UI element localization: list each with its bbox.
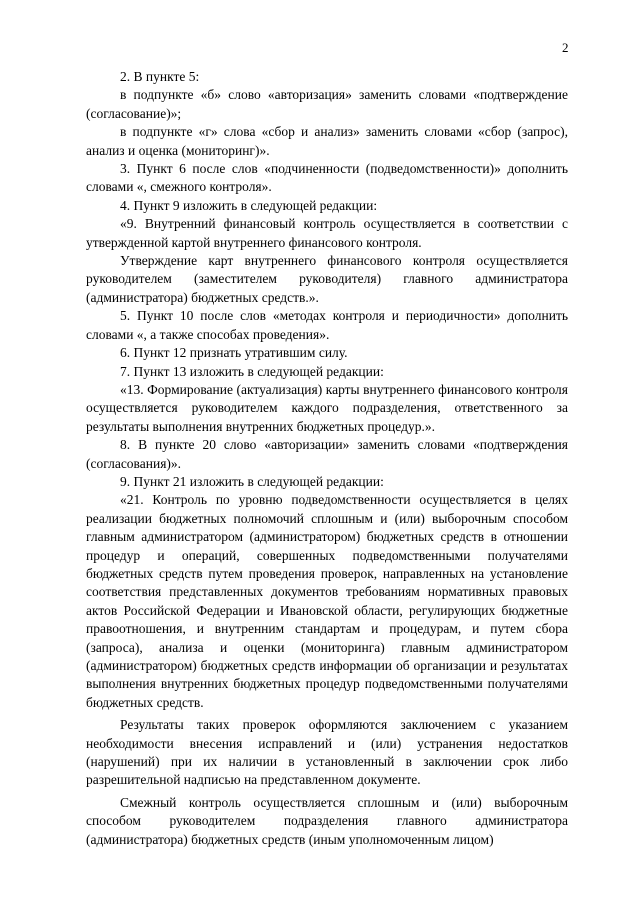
paragraph-item-5: 5. Пункт 10 после слов «методах контроля и периодичности» дополнить словами «, а также способах проведения».	[86, 308, 568, 342]
paragraph-item-7: 7. Пункт 13 изложить в следующей редакции:	[120, 363, 384, 379]
paragraph-quote-9-approval: Утверждение карт внутреннего финансового контроля осуществляется руководителем (заместителем руководителя) главного администратора (администратора) бюджетных средств.».	[86, 253, 568, 305]
paragraph-item-6: 6. Пункт 12 признать утратившим силу.	[120, 345, 348, 361]
paragraph-quote-13: «13. Формирование (актуализация) карты внутреннего финансового контроля осуществляется руководителем каждого подразделения, ответственного за результаты выполнения внутренних бюджетных процедур.».	[86, 381, 568, 434]
paragraph-quote-9: «9. Внутренний финансовый контроль осуществляется в соответствии с утвержденной картой внутреннего финансового контроля.	[86, 216, 568, 250]
paragraph-item-3: 3. Пункт 6 после слов «подчиненности (подведомственности)» дополнить словами «, смежного контроля».	[86, 161, 568, 195]
paragraph-item-4: 4. Пункт 9 изложить в следующей редакции:	[120, 197, 378, 213]
page-number: 2	[562, 40, 569, 55]
paragraph-item-5-heading: 2. В пункте 5:	[120, 69, 200, 84]
paragraph-adjacent-control: Смежный контроль осуществляется сплошным и (или) выборочным способом руководителем подразделения главного администратора (администратора) бюджетных средств (иным уполномоченным лицом)	[86, 794, 568, 847]
paragraph-item-9: 9. Пункт 21 изложить в следующей редакции:	[120, 473, 384, 489]
paragraph-check-results: Результаты таких проверок оформляются заключением с указанием необходимости внесения исправлений и (или) устранения недостатков (нарушений) при их наличии в установленный в заключении срок либо разрешительной надписью на представленном документе.	[86, 717, 568, 788]
paragraph-subitem-b: в подпункте «б» слово «авторизация» заменить словами «подтверждение (согласование)»;	[86, 87, 568, 121]
paragraph-subitem-g: в подпункте «г» слова «сбор и анализ» заменить словами «сбор (запрос), анализ и оценка (мониторинг)».	[86, 124, 568, 158]
paragraph-quote-21: «21. Контроль по уровню подведомственности осуществляется в целях реализации бюджетных полномочий сплошным и (или) выборочным способом главным администратором (администратором) бюджетных средств в отношении процедур и операций, совершенных подведомственными получателями бюджетных средств путем проведения проверок, направленных на установление соответствия представленных документов требованиям нормативных правовых актов Российской Федерации и Ивановской области, регулирующих бюджетные правоотношения, и внутренним стандартам и процедурам, и путем сбора (запроса), анализа и оценки (мониторинга) главным администратором (администратором) бюджетных средств информации об организации и результатах выполнения внутренних бюджетных процедур подведомственными получателями бюджетных средств.	[86, 492, 568, 710]
document-body	[86, 68, 568, 849]
paragraph-item-8: 8. В пункте 20 слово «авторизации» заменить словами «подтверждения (согласования)».	[86, 437, 568, 471]
